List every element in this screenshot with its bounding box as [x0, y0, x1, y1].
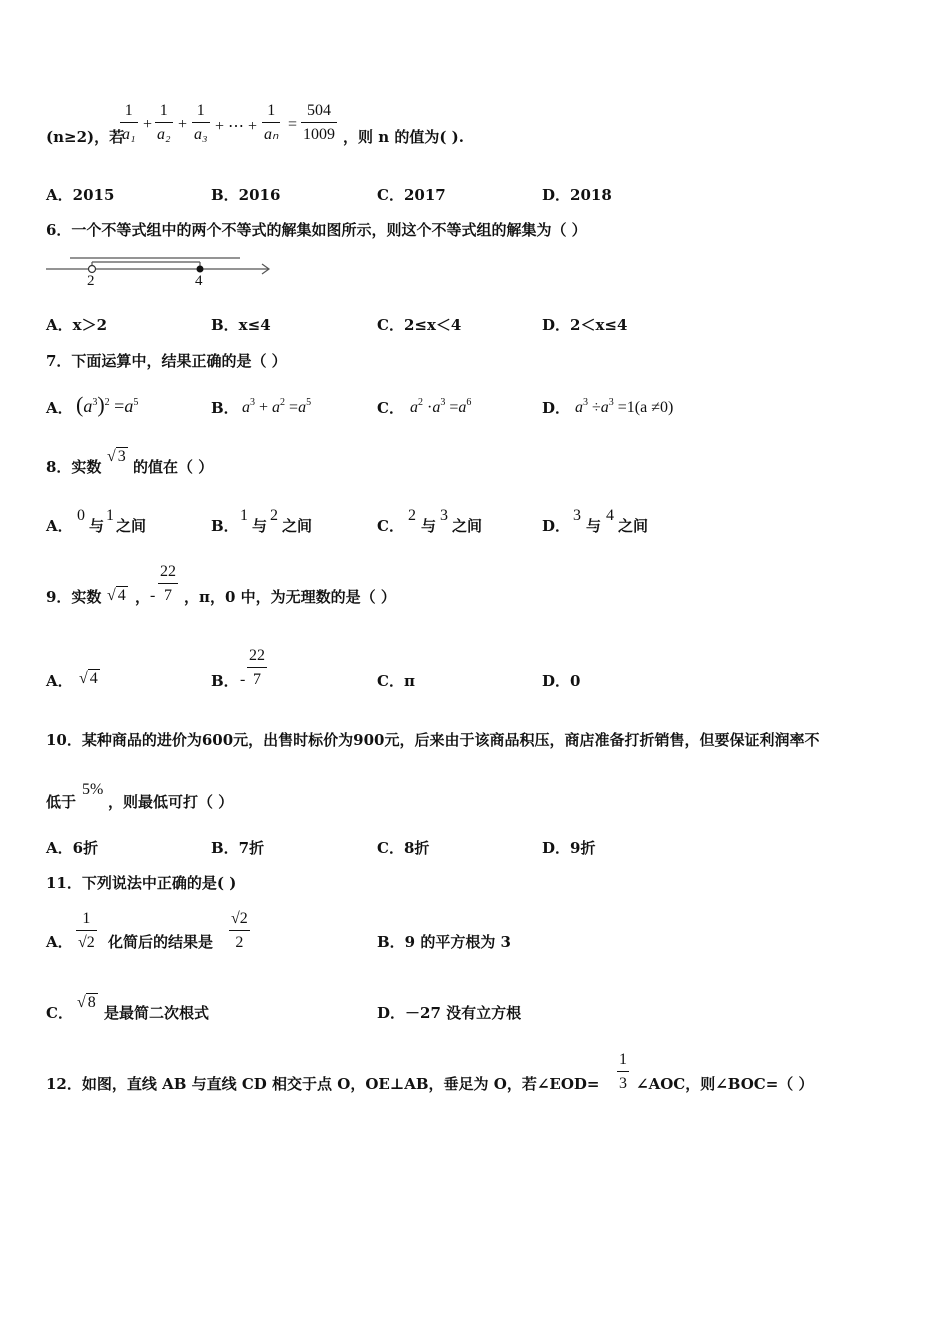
q7-option-c-expr: $a^2 \cdot a^3 =a^6$	[410, 397, 472, 416]
q11-option-d[interactable]: D．－27 没有立方根	[377, 1004, 522, 1022]
q8-stem-pre: 8．实数	[46, 458, 102, 476]
q6-option-a[interactable]: A．x＞2	[46, 316, 108, 334]
q8-b-yu: 与	[252, 517, 268, 535]
q10-line2-post: ，则最低可打（ ）	[108, 793, 234, 811]
q7-option-b-label[interactable]: B．	[211, 399, 239, 417]
q8-option-d-label[interactable]: D．	[542, 517, 571, 535]
q6-option-d[interactable]: D．2＜x≤4	[542, 316, 628, 334]
q8-option-c-label[interactable]: C．	[377, 517, 404, 535]
q9-stem-pre: 9．实数	[46, 588, 102, 606]
q8-a-between: 之间	[116, 517, 147, 535]
q8-d-low: 3	[573, 507, 581, 524]
q10-percent: 5%	[82, 781, 104, 798]
tick-label-4: 4	[195, 273, 203, 289]
q8-c-yu: 与	[421, 517, 437, 535]
tick-label-2: 2	[87, 273, 95, 289]
q11-a-fraction-left: $\frac{1}{√2}$	[78, 910, 95, 951]
q8-c-low: 2	[408, 507, 416, 524]
q9-option-d[interactable]: D．0	[542, 672, 581, 690]
q11-c-sqrt: √ 8	[77, 994, 96, 1011]
q11-stem: 11．下列说法中正确的是( )	[46, 874, 237, 892]
q5-rhs: $\frac{504}{1009}$	[303, 102, 335, 143]
q6-stem: 6．一个不等式组中的两个不等式的解集如图所示，则这个不等式组的解集为（ ）	[46, 221, 587, 239]
q8-b-high: 2	[270, 507, 278, 524]
q9-a-sqrt: √ 4	[79, 670, 98, 687]
q10-option-b[interactable]: B．7折	[211, 839, 265, 857]
q10-option-c[interactable]: C．8折	[377, 839, 430, 857]
q8-option-a-label[interactable]: A．	[46, 517, 73, 535]
q6-option-c[interactable]: C．2≤x＜4	[377, 316, 462, 334]
q9-option-b-label[interactable]: B．	[211, 672, 239, 690]
q7-option-a-expr: $(a^3)^2 =a^5$	[76, 392, 139, 417]
q8-a-high: 1	[106, 507, 114, 524]
q8-stem-post: 的值在（ ）	[133, 458, 214, 476]
q8-a-low: 0	[77, 507, 85, 524]
q9-b-fraction: $\frac{22}{7}$	[249, 647, 265, 688]
q11-option-c-label[interactable]: C．	[46, 1004, 73, 1022]
q11-option-b[interactable]: B．9 的平方根为 3	[377, 933, 511, 951]
q5-option-d[interactable]: D．2018	[542, 186, 612, 204]
q10-option-a[interactable]: A．6折	[46, 839, 99, 857]
q9-sqrt: √ 4	[107, 587, 126, 604]
q9-option-c[interactable]: C．π	[377, 672, 415, 690]
number-line-figure	[40, 250, 280, 290]
q5-prefix: (n≥2)，若	[46, 128, 125, 146]
q5-option-b[interactable]: B．2016	[211, 186, 281, 204]
q5-term-1: $\frac{1}{\text{a₁}}$	[122, 102, 136, 143]
q5-term-3: $\frac{1}{\text{a₃}}$	[194, 102, 208, 143]
q8-b-between: 之间	[282, 517, 313, 535]
q10-line2-pre: 低于	[46, 793, 77, 811]
q12-stem-post: ∠AOC，则∠BOC=（ ）	[636, 1075, 814, 1093]
q5-suffix: ，则 n 的值为( ).	[343, 128, 464, 146]
q5-term-2: $\frac{1}{\text{a₂}}$	[157, 102, 171, 143]
q12-stem-pre: 12．如图，直线 AB 与直线 CD 相交于点 O，OE⊥AB，垂足为 O，若∠EOD=	[46, 1075, 600, 1093]
q5-option-a[interactable]: A．2015	[46, 186, 115, 204]
q11-a-text: 化简后的结果是	[108, 933, 214, 951]
q8-d-high: 4	[606, 507, 614, 524]
q8-c-high: 3	[440, 507, 448, 524]
q7-option-a-label[interactable]: A．	[46, 399, 73, 417]
q8-sqrt: √ 3	[107, 448, 126, 465]
q7-option-c-label[interactable]: C．	[377, 399, 404, 417]
open-circle-2	[89, 266, 96, 273]
q7-stem: 7．下面运算中，结果正确的是（ ）	[46, 352, 287, 370]
q9-stem-post: ，π，0 中，为无理数的是（ ）	[184, 588, 396, 606]
q7-option-d-label[interactable]: D．	[542, 399, 571, 417]
q7-option-b-expr: $a^3 + a^2 =a^5$	[242, 397, 312, 416]
q6-option-b[interactable]: B．x≤4	[211, 316, 271, 334]
q8-d-between: 之间	[618, 517, 649, 535]
q10-option-d[interactable]: D．9折	[542, 839, 596, 857]
q12-fraction: $\frac{1}{3}$	[619, 1051, 627, 1092]
q11-c-text: 是最简二次根式	[104, 1004, 210, 1022]
q8-b-low: 1	[240, 507, 248, 524]
closed-circle-4	[197, 266, 204, 273]
q10-line1: 10．某种商品的进价为600元，出售时标价为900元，后来由于该商品积压，商店准备打折销售，但要保证利润率不	[46, 731, 820, 749]
q11-a-fraction-right: $\frac{√2}{2}$	[231, 910, 248, 951]
q11-option-a-label[interactable]: A．	[46, 933, 73, 951]
q7-option-d-expr: $a^3 \div a^3 =1(a \ne 0)$	[575, 397, 674, 416]
q8-c-between: 之间	[452, 517, 483, 535]
q5-term-n: $\frac{1}{\text{aₙ}}$	[264, 102, 279, 143]
q5-option-c[interactable]: C．2017	[377, 186, 446, 204]
q8-option-b-label[interactable]: B．	[211, 517, 239, 535]
q9-fraction: $\frac{22}{7}$	[160, 563, 176, 604]
q8-a-yu: 与	[89, 517, 105, 535]
q8-d-yu: 与	[586, 517, 602, 535]
q9-option-a-label[interactable]: A．	[46, 672, 73, 690]
